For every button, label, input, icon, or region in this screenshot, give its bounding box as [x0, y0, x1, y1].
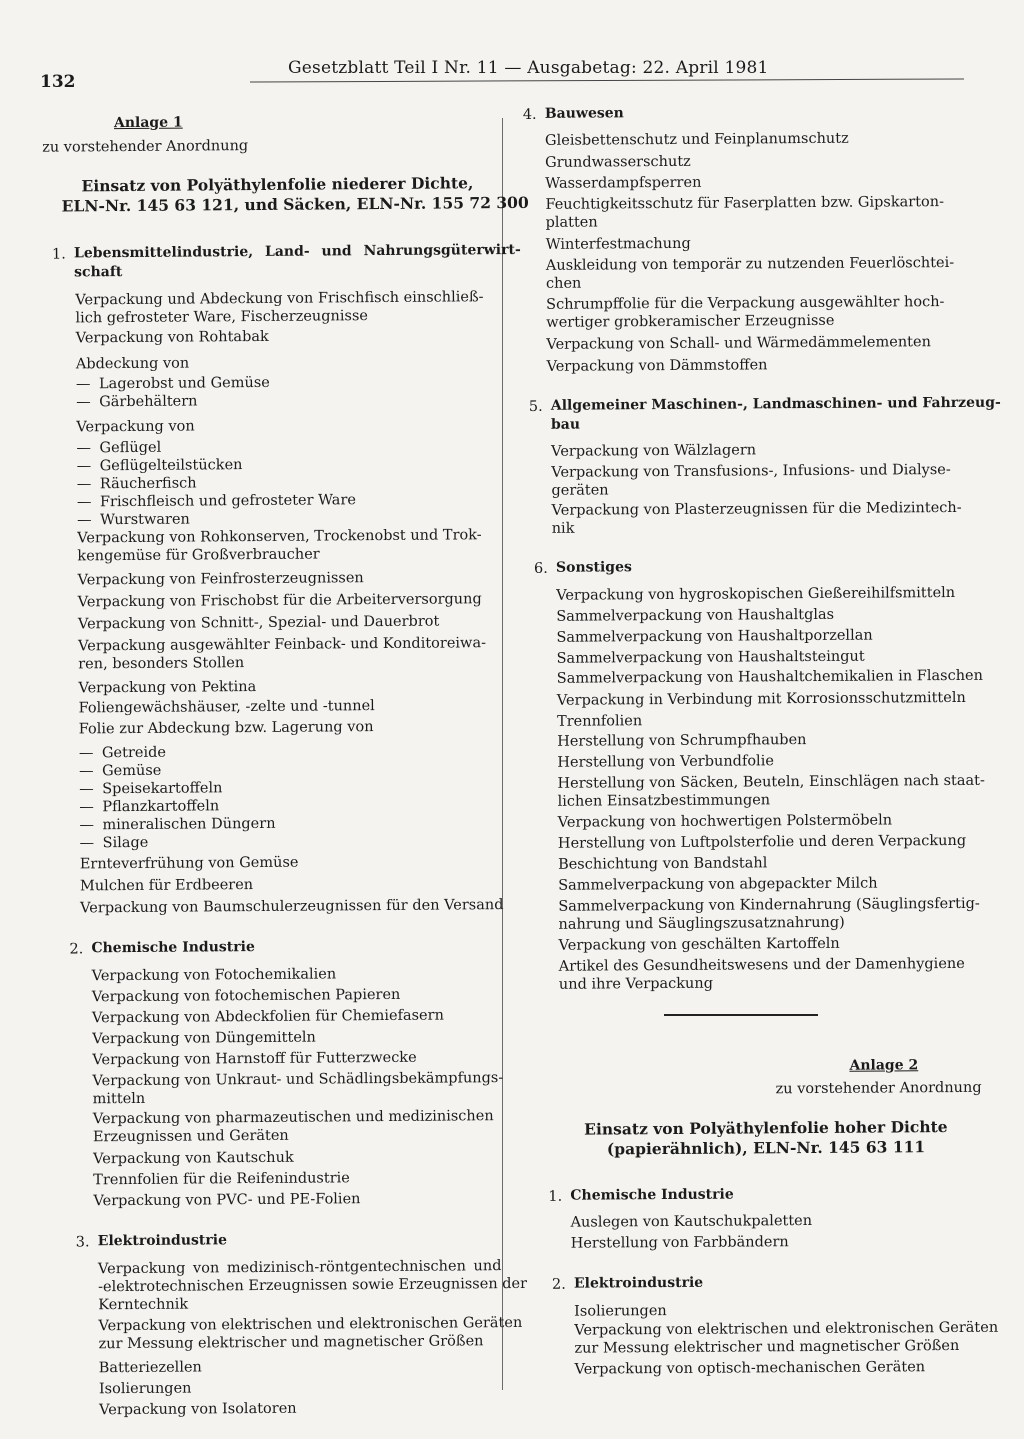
- anlage1-title-line1: Einsatz von Polyäthylenfolie niederer Dichte,: [81, 173, 474, 196]
- s1-line: Verpackung von Pektina: [78, 679, 257, 697]
- a2-s1-line: Herstellung von Farbbändern: [570, 1234, 789, 1252]
- anlage1-title-line2: ELN-Nr. 145 63 121, und Säcken, ELN-Nr. 155 72 300: [61, 192, 529, 216]
- s1-line: Verpackung von Schnitt-, Spezial- und Dauerbrot: [77, 613, 440, 633]
- s6-line: Beschichtung von Bandstahl: [557, 855, 768, 873]
- section3-heading: Elektroindustrie: [97, 1232, 228, 1250]
- s3-line: -elektrotechnischen Erzeugnissen sowie Erzeugnissen der: [98, 1275, 528, 1296]
- s4-line: Verpackung von Schall- und Wärmedämmelementen: [546, 334, 931, 353]
- s2-line: Verpackung von fotochemischen Papieren: [91, 986, 401, 1006]
- section1-number: 1.: [51, 246, 66, 263]
- s2-line: Verpackung von Kautschuk: [93, 1149, 294, 1168]
- s1-line: Getreide: [101, 744, 166, 762]
- dash-bullet: —: [76, 476, 92, 493]
- s1-line: lich gefrosteter Ware, Fischerzeugnisse: [75, 308, 369, 327]
- s1-line: Lagerobst und Gemüse: [98, 374, 270, 393]
- s2-line: mitteln: [92, 1090, 146, 1108]
- anlage1-label: Anlage 1: [113, 114, 183, 132]
- s6-line: Herstellung von Säcken, Beuteln, Einschlägen nach staat-: [557, 772, 985, 792]
- section2-heading: Chemische Industrie: [91, 939, 255, 957]
- s6-line: und ihre Verpackung: [558, 975, 714, 993]
- s6-line: Sammelverpackung von Kindernahrung (Säuglingsfertig-: [558, 895, 980, 915]
- section1-heading-cont: schaft: [74, 264, 123, 281]
- s1-line: Folie zur Abdeckung bzw. Lagerung von: [78, 719, 374, 738]
- s1-line: Verpackung von Baumschulerzeugnissen für den Versand: [80, 897, 504, 917]
- s4-line: Wasserdampfsperren: [545, 174, 702, 192]
- s1-line: ren, besonders Stollen: [78, 655, 245, 673]
- s1-line: Verpackung von Rohkonserven, Trockenobst und Trok-: [77, 527, 482, 547]
- dash-bullet: —: [76, 494, 92, 511]
- page-number: 132: [40, 72, 76, 92]
- header-title: Gesetzblatt Teil I Nr. 11 — Ausgabetag: 22. April 1981: [288, 58, 769, 78]
- s1-line: Geflügel: [99, 439, 162, 457]
- s5-line: geräten: [551, 482, 609, 499]
- s5-line: Verpackung von Wälzlagern: [551, 442, 757, 460]
- s3-line: Verpackung von medizinisch-röntgentechnischen und: [97, 1258, 502, 1278]
- s1-line: mineralischen Düngern: [102, 815, 276, 834]
- a2-s1-line: Auslegen von Kautschukpaletten: [570, 1212, 813, 1231]
- s6-line: Artikel des Gesundheitswesens und der Damenhygiene: [558, 955, 965, 975]
- s6-line: Herstellung von Luftpolsterfolie und deren Verpackung: [557, 832, 967, 852]
- dash-bullet: —: [76, 440, 92, 457]
- anlage2-label: Anlage 2: [849, 1057, 919, 1074]
- s6-line: Sammelverpackung von Haushaltsteingut: [556, 648, 865, 667]
- dash-bullet: —: [78, 763, 94, 780]
- section5-number: 5.: [528, 398, 543, 415]
- dash-bullet: —: [77, 512, 92, 529]
- s2-line: Verpackung von Unkraut- und Schädlingsbekämpfungs-: [92, 1070, 504, 1090]
- dash-bullet: —: [76, 394, 91, 411]
- s4-line: chen: [545, 275, 582, 292]
- s4-line: Winterfestmachung: [545, 235, 691, 253]
- anlage2-section1-number: 1.: [548, 1188, 563, 1205]
- s1-line: Verpackung von: [76, 418, 195, 436]
- anlage2-title-line1: Einsatz von Polyäthylenfolie hoher Dichte: [584, 1117, 948, 1139]
- s6-line: Herstellung von Schrumpfhauben: [557, 732, 807, 750]
- s1-line: Frischfleisch und gefrosteter Ware: [99, 492, 357, 511]
- s6-line: Sammelverpackung von Haushaltporzellan: [556, 627, 873, 646]
- a2-s2-line: Isolierungen: [574, 1303, 667, 1320]
- dash-bullet: —: [78, 745, 94, 762]
- section1-heading: Lebensmittelindustrie, Land- und Nahrungsgüterwirt-: [73, 241, 521, 262]
- s3-line: Verpackung von Isolatoren: [99, 1400, 297, 1419]
- s6-line: Sammelverpackung von Haushaltchemikalien in Flaschen: [556, 667, 983, 687]
- s6-line: Verpackung in Verbindung mit Korrosionsschutzmitteln: [556, 689, 966, 709]
- s6-line: Trennfolien: [556, 713, 643, 730]
- anlage2-section2-number: 2.: [551, 1276, 566, 1293]
- s3-line: Batteriezellen: [98, 1359, 202, 1377]
- s4-line: Grundwasserschutz: [545, 153, 691, 171]
- s4-line: Auskleidung von temporär zu nutzenden Feuerlöschtei-: [545, 254, 955, 274]
- s6-line: nahrung und Säuglingszusatznahrung): [558, 914, 845, 933]
- s4-line: Gleisbettenschutz und Feinplanumschutz: [544, 130, 849, 149]
- section5-heading: Allgemeiner Maschinen-, Landmaschinen- und Fahrzeug-: [550, 394, 1001, 414]
- section-separator-rule: [664, 1014, 818, 1016]
- s1-line: Wurstwaren: [100, 511, 190, 529]
- s2-line: Verpackung von PVC- und PE-Folien: [93, 1191, 361, 1210]
- s6-line: Verpackung von hygroskopischen Gießereihilfsmitteln: [556, 584, 956, 604]
- s1-line: kengemüse für Großverbraucher: [77, 546, 320, 565]
- s2-line: Trennfolien für die Reifenindustrie: [93, 1170, 350, 1189]
- s3-line: Isolierungen: [98, 1380, 192, 1398]
- s3-line: Kerntechnik: [98, 1296, 189, 1314]
- section6-number: 6.: [533, 560, 548, 577]
- dash-bullet: —: [79, 781, 94, 798]
- s1-line: Speisekartoffeln: [102, 780, 223, 798]
- dash-bullet: —: [79, 817, 95, 834]
- s6-line: lichen Einsatzbestimmungen: [557, 792, 771, 810]
- s1-line: Verpackung von Rohtabak: [75, 328, 269, 347]
- s5-line: Verpackung von Plasterzeugnissen für die Medizintech-: [551, 499, 962, 519]
- s5-line: Verpackung von Transfusions-, Infusions- und Dialyse-: [551, 462, 951, 481]
- a2-s2-line: Verpackung von optisch-mechanischen Geräten: [574, 1359, 926, 1378]
- s1-line: Verpackung von Frischobst für die Arbeiterversorgung: [77, 591, 482, 611]
- section3-number: 3.: [75, 1234, 90, 1251]
- s6-line: Sammelverpackung von Haushaltglas: [556, 606, 835, 625]
- anlage2-section2-heading: Elektroindustrie: [573, 1274, 704, 1292]
- section4-number: 4.: [522, 106, 537, 123]
- anlage2-section1-heading: Chemische Industrie: [570, 1186, 734, 1204]
- s1-line: Mulchen für Erdbeeren: [79, 877, 254, 895]
- s5-line: nik: [551, 520, 575, 537]
- s6-line: Verpackung von hochwertigen Polstermöbeln: [557, 812, 893, 831]
- s1-line: Ernteverfrühung von Gemüse: [79, 854, 299, 873]
- section4-heading: Bauwesen: [544, 105, 624, 122]
- s1-line: Abdeckung von: [75, 355, 190, 373]
- section6-heading: Sonstiges: [555, 559, 632, 576]
- s4-line: platten: [545, 214, 598, 231]
- s4-line: wertiger grobkeramischer Erzeugnisse: [546, 312, 835, 331]
- s2-line: Erzeugnissen und Geräten: [92, 1127, 289, 1146]
- anlage1-subtitle: zu vorstehender Anordnung: [42, 138, 249, 156]
- dash-bullet: —: [75, 376, 91, 393]
- a2-s2-line: Verpackung von elektrischen und elektronischen Geräten: [574, 1319, 999, 1339]
- dash-bullet: —: [76, 458, 92, 475]
- s6-line: Verpackung von geschälten Kartoffeln: [558, 935, 840, 954]
- section5-heading-cont: bau: [550, 416, 581, 433]
- s3-line: Verpackung von elektrischen und elektronischen Geräten: [98, 1314, 523, 1335]
- dash-bullet: —: [79, 799, 94, 816]
- s3-line: zur Messung elektrischer und magnetischer Größen: [98, 1333, 484, 1353]
- s1-line: Geflügelteilstücken: [99, 457, 243, 475]
- s1-line: Verpackung von Feinfrosterzeugnissen: [77, 570, 364, 589]
- s2-line: Verpackung von pharmazeutischen und medizinischen: [92, 1108, 494, 1128]
- a2-s2-line: zur Messung elektrischer und magnetischer Größen: [574, 1337, 960, 1357]
- s2-line: Verpackung von Harnstoff für Futterzwecke: [92, 1049, 417, 1069]
- s2-line: Verpackung von Fotochemikalien: [91, 966, 337, 985]
- s1-line: Silage: [102, 834, 149, 852]
- anlage2-title-line2: (papierähnlich), ELN-Nr. 145 63 111: [606, 1137, 926, 1159]
- s1-line: Gärbehältern: [99, 393, 198, 411]
- s4-line: Verpackung von Dämmstoffen: [546, 357, 768, 375]
- s6-line: Herstellung von Verbundfolie: [557, 753, 774, 771]
- s1-line: Verpackung ausgewählter Feinback- und Konditoreiwa-: [78, 635, 487, 655]
- s6-line: Sammelverpackung von abgepackter Milch: [558, 875, 878, 894]
- s4-line: Feuchtigkeitsschutz für Faserplatten bzw. Gipskarton-: [545, 194, 945, 213]
- s1-line: Verpackung und Abdeckung von Frischfisch einschließ-: [75, 289, 484, 309]
- s1-line: Foliengewächshäuser, -zelte und -tunnel: [78, 698, 375, 717]
- anlage2-subtitle: zu vorstehender Anordnung: [775, 1079, 982, 1098]
- s1-line: Räucherfisch: [99, 475, 197, 493]
- s4-line: Schrumpffolie für die Verpackung ausgewählter hoch-: [546, 294, 945, 313]
- s1-line: Pflanzkartoffeln: [102, 798, 220, 816]
- s1-line: Gemüse: [101, 762, 162, 780]
- s2-line: Verpackung von Düngemitteln: [92, 1029, 316, 1048]
- s2-line: Verpackung von Abdeckfolien für Chemiefasern: [91, 1007, 444, 1027]
- section2-number: 2.: [69, 941, 84, 958]
- dash-bullet: —: [79, 835, 95, 852]
